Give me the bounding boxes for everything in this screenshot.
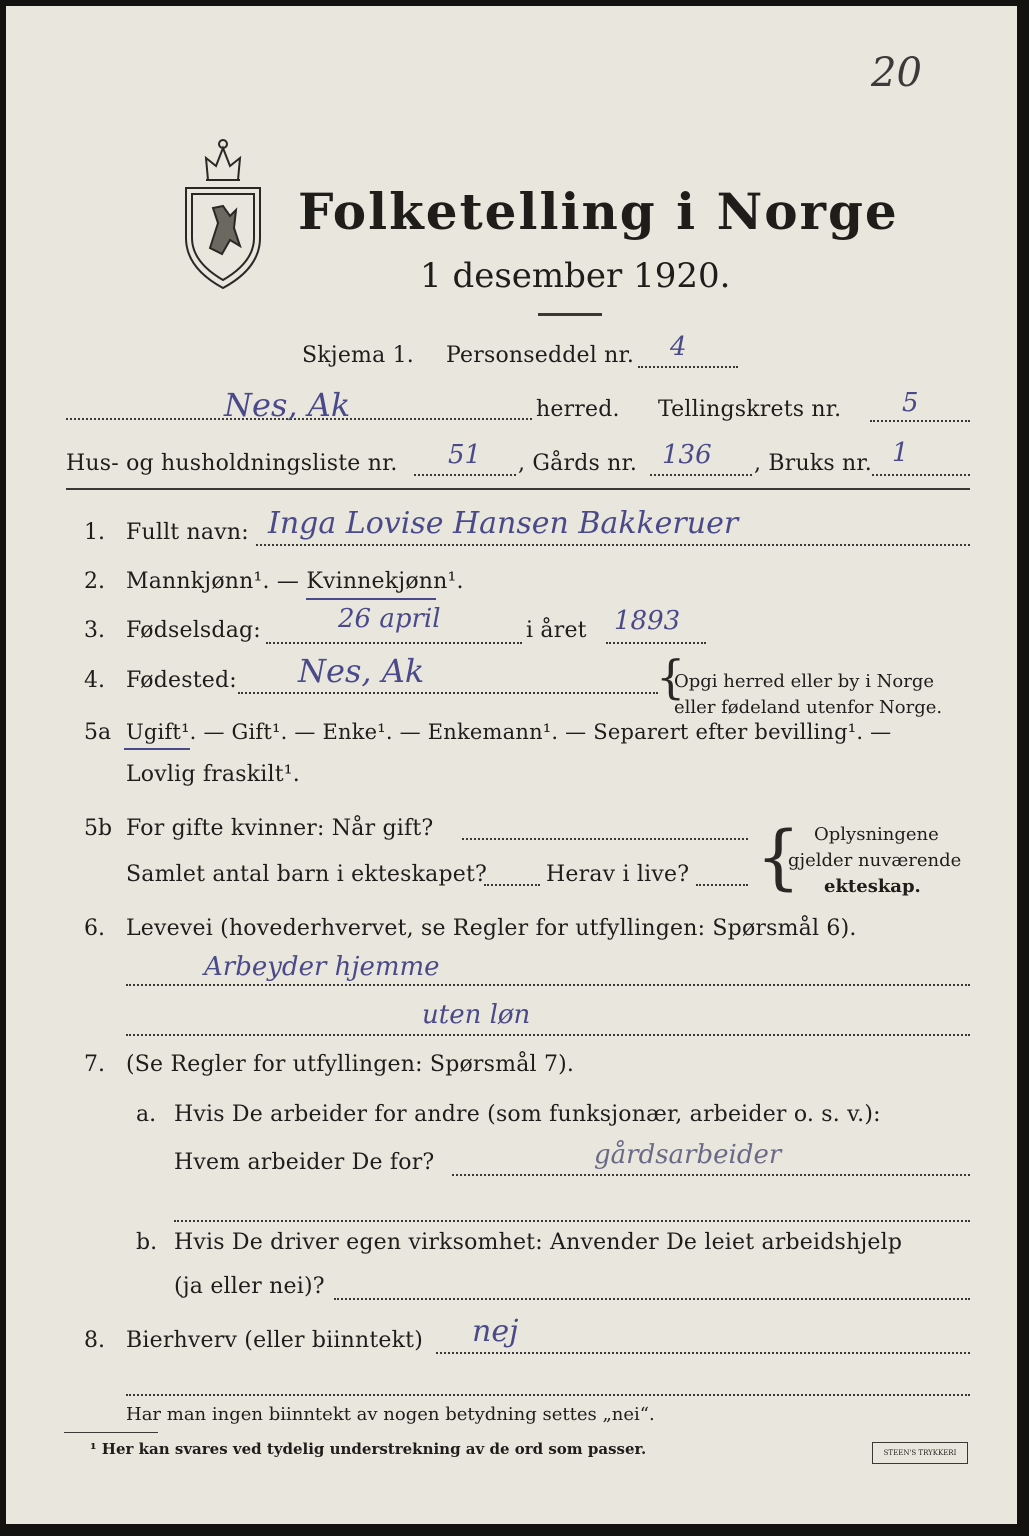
q8-label: Bierhverv (eller biinntekt): [126, 1328, 424, 1353]
q5b-line1-dots: [462, 838, 748, 840]
q7-number: 7.: [84, 1052, 105, 1077]
title-divider: [538, 313, 602, 316]
q1-line: [256, 544, 970, 546]
q6-value1: Arbeyder hjemme: [204, 952, 440, 982]
footnote-divider: [64, 1432, 158, 1433]
q3-label: Fødselsdag:: [126, 618, 261, 643]
gards-value: 136: [662, 440, 712, 470]
gards-label: , Gårds nr.: [518, 451, 638, 476]
q7b-letter: b.: [136, 1230, 158, 1255]
tellingskrets-label: Tellingskrets nr.: [658, 397, 842, 422]
header-divider: [66, 488, 970, 490]
q4-value: Nes, Ak: [298, 652, 425, 690]
q5b-line2b-dots: [696, 884, 748, 886]
q7b-line2: (ja eller nei)?: [174, 1274, 325, 1299]
skjema-label: Skjema 1.: [302, 343, 415, 368]
q8-value: nej: [472, 1314, 519, 1349]
printer-stamp-text: STEEN'S TRYKKERI: [883, 1449, 957, 1457]
q4-note-line2: eller fødeland utenfor Norge.: [674, 697, 943, 718]
q7a-line: [452, 1174, 970, 1176]
census-form: [6, 6, 1017, 1524]
hus-value: 51: [448, 440, 482, 470]
herred-value: Nes, Ak: [224, 386, 351, 424]
q8-line: [436, 1352, 970, 1354]
q5b-line2a-dots: [484, 884, 540, 886]
q7a-line2: Hvem arbeider De for?: [174, 1150, 435, 1175]
q5b-number: 5b: [84, 816, 113, 841]
q6-label: Levevei (hovederhvervet, se Regler for utfyllingen: Spørsmål 6).: [126, 916, 857, 941]
q6-line2: [126, 1034, 970, 1036]
q5b-note-line1: Oplysningene: [814, 824, 939, 845]
herred-label: herred.: [536, 397, 620, 422]
q5a-number: 5a: [84, 720, 112, 745]
q5b-line1: For gifte kvinner: Når gift?: [126, 816, 434, 841]
q4-line: [238, 692, 658, 694]
q1-label: Fullt navn:: [126, 520, 249, 545]
gards-line: [650, 474, 752, 476]
q5a-line2: Lovlig fraskilt¹.: [126, 762, 300, 787]
footnote: ¹ Her kan svares ved tydelig understrekning av de ord som passer.: [90, 1440, 647, 1458]
personseddel-value: 4: [670, 332, 687, 362]
q4-label: Fødested:: [126, 668, 237, 693]
bruks-line: [872, 474, 970, 476]
q3-year-line: [606, 642, 706, 644]
q8-note: Har man ingen biinntekt av nogen betydning settes „nei“.: [126, 1404, 655, 1425]
q5b-line2a: Samlet antal barn i ekteskapet?: [126, 862, 488, 887]
q3-value: 26 april: [338, 604, 441, 634]
printer-stamp: [872, 1442, 968, 1464]
tellingskrets-value: 5: [902, 388, 919, 418]
q7a-line1: Hvis De arbeider for andre (som funksjonær, arbeider o. s. v.):: [174, 1102, 881, 1127]
personseddel-line: [638, 366, 738, 368]
form-title: Folketelling i Norge: [298, 182, 899, 241]
q8-number: 8.: [84, 1328, 105, 1353]
q2-label: Mannkjønn¹. — Kvinnekjønn¹.: [126, 569, 464, 594]
q3-line: [266, 642, 522, 644]
bruks-value: 1: [892, 438, 909, 468]
hus-label: Hus- og husholdningsliste nr.: [66, 451, 398, 476]
corner-number: 20: [871, 50, 922, 96]
tellingskrets-line: [870, 420, 970, 422]
q1-number: 1.: [84, 520, 105, 545]
q1-value: Inga Lovise Hansen Bakkeruer: [268, 506, 739, 541]
q7b-line: [334, 1298, 970, 1300]
q4-brace: {: [656, 650, 686, 704]
q6-number: 6.: [84, 916, 105, 941]
q5b-note-line2: gjelder nuværende: [788, 850, 962, 871]
q7b-line1: Hvis De driver egen virksomhet: Anvender De leiet arbeidshjelp: [174, 1230, 903, 1255]
q7a-extra-line: [174, 1220, 970, 1222]
q7-label: (Se Regler for utfyllingen: Spørsmål 7).: [126, 1052, 575, 1077]
q5b-brace: {: [756, 816, 801, 898]
coat-of-arms-icon: [178, 128, 268, 293]
q2-number: 2.: [84, 569, 105, 594]
q4-note-line1: Opgi herred eller by i Norge: [674, 671, 935, 692]
form-date: 1 desember 1920.: [420, 256, 731, 296]
q7a-value: gårdsarbeider: [594, 1140, 782, 1170]
hus-line: [414, 474, 516, 476]
q5a-underline: [124, 748, 190, 750]
q2-underline: [306, 598, 436, 600]
q3-number: 3.: [84, 618, 105, 643]
q7a-letter: a.: [136, 1102, 157, 1127]
bruks-label: , Bruks nr.: [754, 451, 872, 476]
q5b-note-line3: ekteskap.: [824, 876, 921, 897]
q6-line1: [126, 984, 970, 986]
q8-extra-line: [126, 1394, 970, 1396]
q5a-line1: Ugift¹. — Gift¹. — Enke¹. — Enkemann¹. — Separert efter bevilling¹. —: [126, 720, 892, 744]
q4-number: 4.: [84, 668, 105, 693]
q3-year-label: i året: [526, 618, 587, 643]
personseddel-label: Personseddel nr.: [446, 343, 635, 368]
q6-value2: uten løn: [422, 1000, 531, 1030]
q3-year-value: 1893: [614, 606, 681, 636]
q5b-line2b: Herav i live?: [546, 862, 690, 887]
